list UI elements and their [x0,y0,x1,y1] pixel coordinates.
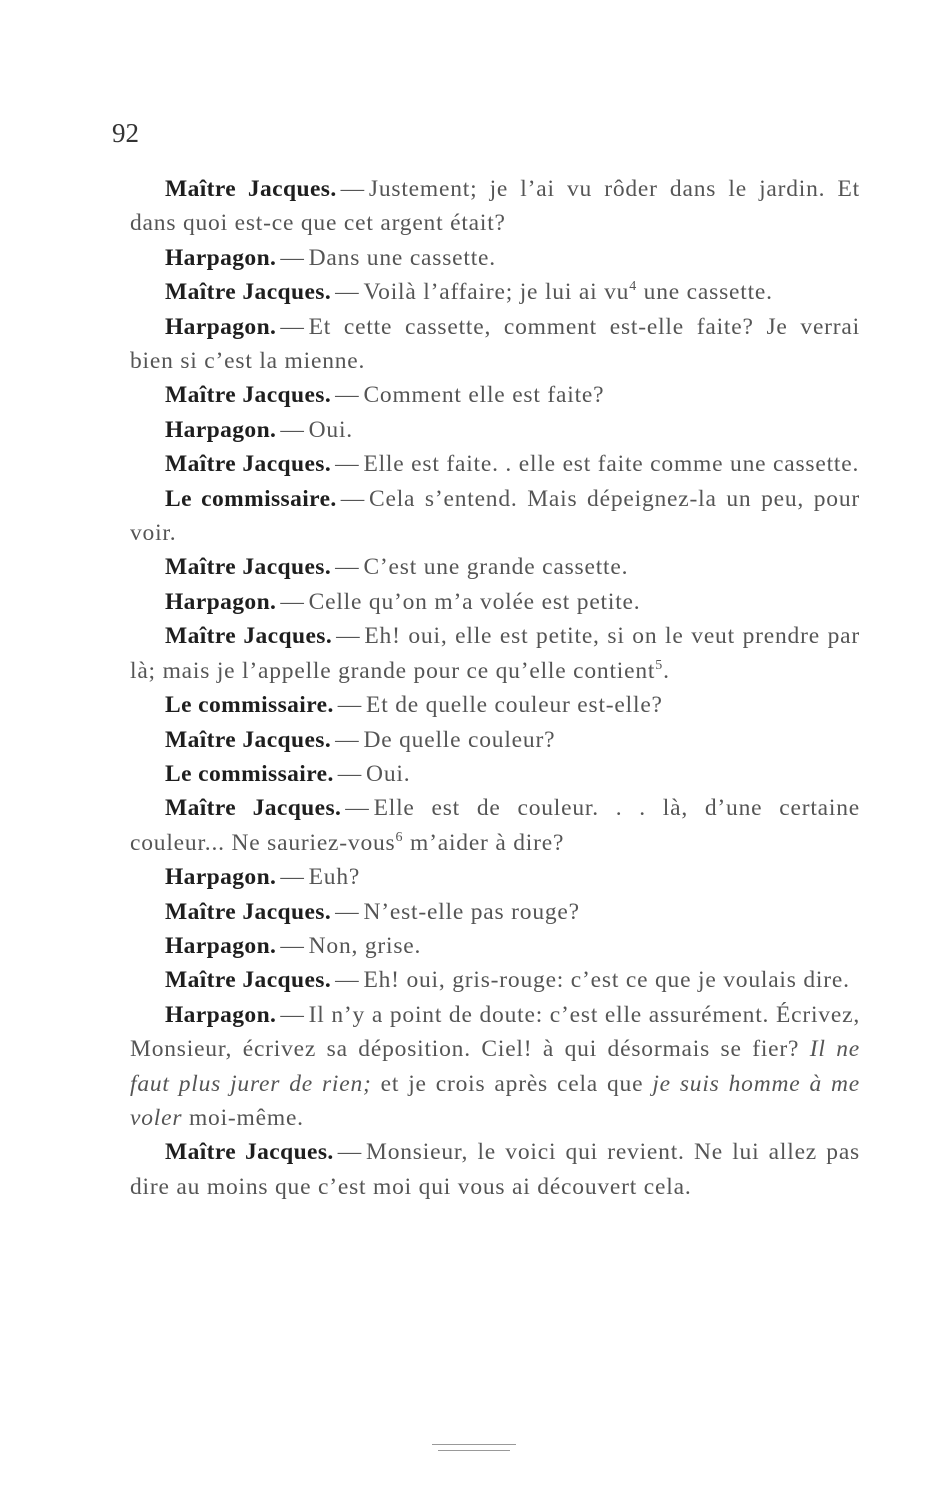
speech-21 [130,1135,860,1204]
speaker-name: Le commissaire. [165,692,334,719]
speech-17 [130,895,860,929]
em-dash: — [337,692,363,719]
em-dash: — [335,451,360,478]
speaker-name: Maître Jacques. [165,554,332,581]
em-dash: — [335,726,360,753]
speech-text: une cassette. [637,279,773,306]
speech-5 [130,378,860,412]
speech-4 [130,310,860,379]
footnote-ref[interactable]: 6 [395,829,404,845]
speech-20 [130,998,860,1136]
footnote-ref[interactable]: 5 [655,657,664,673]
italic-quote: Il ne faut plus jurer de rien; [130,1036,861,1097]
speaker-name: Harpagon. [165,244,277,271]
em-dash: — [335,554,360,581]
speech-14 [130,757,860,791]
speaker-name: Maître Jacques. [165,795,342,822]
speech-text: Voilà l’affaire; je lui ai vu [363,279,630,306]
speech-13 [130,723,860,757]
speech-6 [130,413,860,447]
em-dash: — [280,864,305,891]
speech-7 [130,447,860,481]
speech-text: Comment elle est faite? [363,382,605,409]
speaker-name: Maître Jacques. [165,623,333,650]
em-dash: — [280,244,305,271]
em-dash: — [280,932,305,959]
speech-text: Non, grise. [308,932,422,959]
em-dash: — [337,760,363,787]
speaker-name: Harpagon. [165,416,277,443]
speaker-name: Harpagon. [165,864,277,891]
italic-quote: je suis homme à me voler [130,1070,861,1131]
speech-text: Dans une cassette. [308,244,496,271]
speech-15 [130,791,860,860]
footnote-separator [432,1444,516,1445]
speaker-name: Maître Jacques. [165,279,332,306]
speech-10 [130,585,860,619]
speaker-name: Harpagon. [165,588,277,615]
speaker-name: Maître Jacques. [165,898,332,925]
speech-text: Justement; je l’ai vu rôder dans le jardin. Et dans quoi est-ce que cet argent était? [130,176,860,237]
speech-2 [130,241,860,275]
speech-11 [130,619,860,688]
speech-text: Monsieur, le voici qui revient. Ne lui allez pas dire au moins que c’est moi qui vous ai découvert cela. [130,1139,861,1200]
em-dash: — [335,382,360,409]
speech-text: N’est-elle pas rouge? [363,898,580,925]
speech-text: Elle est faite. . elle est faite comme une cassette. [363,451,860,478]
speaker-name: Maître Jacques. [165,176,337,202]
em-dash: — [340,485,365,512]
speech-text: Cela s’entend. Mais dépeignez-la un peu, pour voir. [130,485,860,547]
speech-text: moi-même. [182,1104,304,1131]
speaker-name: Maître Jacques. [165,451,332,478]
speech-1 [130,172,860,241]
speech-text: Euh? [308,864,361,891]
speech-text: et je crois après cela que [371,1070,653,1097]
speech-text: Elle est de couleur. . . là, d’une certaine couleur... Ne sauriez-vous [130,795,860,856]
speech-18 [130,929,860,963]
speech-text: . [663,657,670,684]
speaker-name: Harpagon. [165,932,277,959]
speaker-name: Maître Jacques. [165,967,332,994]
speech-text: Eh! oui, elle est petite, si on le veut prendre par là; mais je l’appelle grande pour ce qu’elle contient [130,623,860,684]
speaker-name: Le commissaire. [165,485,337,512]
em-dash: — [345,795,370,822]
speaker-name: Harpagon. [165,313,277,340]
em-dash: — [336,623,361,650]
speech-16 [130,860,860,894]
speech-text: Oui. [308,416,353,443]
speech-text: Oui. [366,760,411,787]
em-dash: — [337,1139,363,1166]
footnote-ref[interactable]: 4 [629,279,637,295]
speech-text: Et cette cassette, comment est-elle faite? Je verrai bien si c’est la mienne. [130,313,860,375]
speech-text: Et de quelle couleur est-elle? [366,692,663,719]
em-dash: — [335,898,360,925]
speech-3 [130,275,860,309]
footnote-separator [438,1450,510,1451]
speech-text: Il n’y a point de doute: c’est elle assurément. Écrivez, Monsieur, écrivez sa déposition. Ciel! à qui désormais se fier? [130,1001,860,1063]
page-number: 92 [112,118,139,148]
speech-text: Eh! oui, gris-rouge: c’est ce que je voulais dire. [363,967,850,994]
speaker-name: Maître Jacques. [165,382,332,409]
speech-12 [130,688,860,722]
speech-9 [130,550,860,584]
em-dash: — [340,176,365,202]
em-dash: — [280,588,305,615]
em-dash: — [335,279,360,306]
speech-text: De quelle couleur? [363,726,556,753]
em-dash: — [280,1001,305,1028]
speech-text: Celle qu’on m’a volée est petite. [308,588,641,615]
dialogue-text [130,172,860,1204]
speaker-name: Maître Jacques. [165,726,332,753]
speaker-name: Le commissaire. [165,760,334,787]
speech-text: m’aider à dire? [403,829,565,856]
em-dash: — [280,416,305,443]
speech-19 [130,963,860,997]
speaker-name: Maître Jacques. [165,1139,334,1166]
speaker-name: Harpagon. [165,1001,277,1028]
em-dash: — [335,967,360,994]
em-dash: — [280,313,305,340]
speech-text: C’est une grande cassette. [363,554,629,581]
speech-8 [130,482,860,551]
